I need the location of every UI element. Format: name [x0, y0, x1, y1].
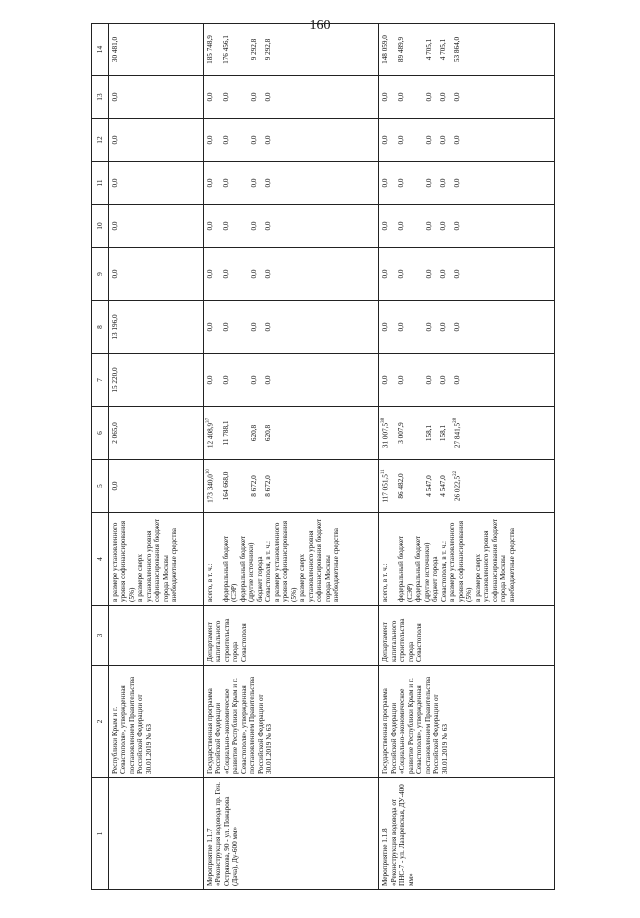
- measure-1-1-7-col-14: [203, 24, 379, 76]
- block-top-sources: [109, 513, 204, 606]
- cell-value: 148 059,0: [381, 35, 390, 64]
- measure-1-1-8-col-5: [379, 460, 555, 513]
- cell-value: 620,8: [263, 424, 272, 442]
- footnote-marker: 37: [205, 417, 211, 423]
- footnote-marker: 38: [381, 417, 387, 423]
- cell-value: 0,0: [439, 178, 448, 188]
- cell-value: 0,0: [453, 135, 462, 145]
- cell-value: 0,0: [381, 178, 390, 188]
- cell-value: 0,0: [453, 375, 462, 385]
- cell-value: 0,0: [425, 322, 434, 332]
- measure-1-1-7-col-6: [203, 407, 379, 460]
- cell-value: 53 864,0: [453, 36, 462, 63]
- block-top-col-7: [109, 354, 204, 407]
- measure-1-1-8-col-11: [379, 162, 555, 205]
- cell-value: 0,0: [453, 92, 462, 102]
- column-header-13: 13: [92, 76, 109, 119]
- measure-1-1-7-dept: Департамент капитального строительства города Севастополя: [203, 606, 379, 666]
- column-header-7: 7: [92, 354, 109, 407]
- cell-value: 0,0: [111, 92, 119, 102]
- measure-1-1-8-program: Государственная программа Российской Федерации «Социально-экономическое развитие Республики Крым и г. Севастополя», утвержденная постановлением Правительства Российской Федерации от 30.01.2019 № 63: [379, 666, 555, 778]
- cell-value: 0,0: [425, 221, 434, 231]
- cell-value: 0,0: [439, 135, 448, 145]
- cell-value: 164 668,0: [221, 471, 230, 501]
- block-top-col-9: [109, 248, 204, 301]
- cell-value: 0,0: [263, 92, 272, 102]
- block-top-name: [109, 778, 204, 890]
- cell-value: 0,0: [397, 135, 406, 145]
- cell-value: 0,0: [439, 375, 448, 385]
- funding-source-label: в размере установленного уровня софинансирования (5%): [448, 520, 474, 602]
- cell-value: 15 220,0: [111, 367, 119, 393]
- cell-value: 0,0: [205, 322, 214, 332]
- measure-1-1-7-col-5: [203, 460, 379, 513]
- cell-value: 0,0: [425, 375, 434, 385]
- cell-value: 2 065,0: [111, 422, 119, 444]
- cell-value: 0,0: [111, 481, 119, 491]
- funding-source-label: в размере сверх установленного уровня софинансирования бюджет города Москвы: [298, 518, 332, 602]
- funding-source-label: в размере установленного уровня софинансирования (5%): [272, 520, 298, 602]
- measure-1-1-7-name: Мероприятие 1.1.7 «Реконструкция водовода пр. Ген. Острякова, 90 - ул. Пожарова (Дача), Ду-600 мм»: [203, 778, 379, 890]
- cell-value: 0,0: [111, 135, 119, 145]
- cell-value: 86 482,0: [397, 473, 406, 499]
- column-header-3: 3: [92, 606, 109, 666]
- footnote-marker: 22: [453, 470, 459, 476]
- cell-value: 0,0: [263, 135, 272, 145]
- column-header-14: 14: [92, 24, 109, 76]
- footnote-marker: 10: [205, 469, 211, 475]
- cell-value: 0,0: [205, 221, 214, 231]
- cell-value: 0,0: [425, 269, 434, 279]
- column-header-8: 8: [92, 301, 109, 354]
- cell-value: 0,0: [397, 221, 406, 231]
- cell-value: 9 292,8: [263, 38, 272, 61]
- measure-1-1-8-row: [379, 24, 555, 890]
- cell-value: 8 672,0: [263, 475, 272, 497]
- cell-value: 0,0: [205, 269, 214, 279]
- cell-value: 30 481,0: [111, 36, 119, 63]
- cell-value: 0,0: [249, 322, 258, 332]
- cell-value: 0,0: [221, 375, 230, 385]
- measure-1-1-8-col-8: [379, 301, 555, 354]
- page-number: 160: [309, 18, 331, 33]
- measure-1-1-8-col-7: [379, 354, 555, 407]
- cell-value: 0,0: [439, 92, 448, 102]
- block-top-dept: [109, 606, 204, 666]
- cell-value: 0,0: [249, 269, 258, 279]
- cell-value: 0,0: [263, 221, 272, 231]
- measure-1-1-8-col-14: [379, 24, 555, 76]
- cell-value: 0,0: [263, 269, 272, 279]
- funding-source-label: внебюджетные средства: [332, 528, 341, 602]
- column-header-6: 6: [92, 407, 109, 460]
- measure-1-1-7-col-7: [203, 354, 379, 407]
- measure-1-1-8-col-12: [379, 119, 555, 162]
- cell-value: 0,0: [111, 178, 119, 188]
- cell-value: 0,0: [425, 92, 434, 102]
- funding-source-label: бюджет города Севастополя, в т. ч.:: [431, 540, 448, 602]
- measure-1-1-7-sources: [203, 513, 379, 606]
- cell-value: 0,0: [381, 322, 390, 332]
- cell-value: 0,0: [249, 178, 258, 188]
- cell-value: 4 547,0: [439, 475, 448, 497]
- cell-value: 0,0: [205, 135, 214, 145]
- cell-value: 0,0: [397, 322, 406, 332]
- cell-value: 0,0: [221, 178, 230, 188]
- cell-value: 0,0: [221, 221, 230, 231]
- cell-value: 0,0: [381, 221, 390, 231]
- funding-source-label: в размере сверх установленного уровня софинансирования бюджет города Москвы: [136, 518, 170, 602]
- cell-value: 9 292,8: [249, 38, 258, 61]
- block-top-program: Республики Крым и г. Севастополя», утвержденная постановлением Правительства Российской Федерации от 30.01.2019 № 63: [109, 666, 204, 778]
- block-top-col-14: [109, 24, 204, 76]
- cell-value: 0,0: [205, 375, 214, 385]
- measure-1-1-8-name: Мероприятие 1.1.8 «Реконструкция водовода от ПНС-7 - ул. Лазаревская, ДУ-400 мм»: [379, 778, 555, 890]
- header-row: [92, 24, 109, 890]
- measure-1-1-8-col-9: [379, 248, 555, 301]
- cell-value: 176 456,1: [221, 35, 230, 64]
- cell-value: 3 007,9: [397, 422, 406, 444]
- cell-value: 0,0: [205, 178, 214, 188]
- cell-value: 4 547,0: [425, 475, 434, 497]
- cell-value: 0,0: [397, 92, 406, 102]
- block-top-col-10: [109, 205, 204, 248]
- cell-value: 0,0: [249, 92, 258, 102]
- block-top-col-12: [109, 119, 204, 162]
- block-top-col-11: [109, 162, 204, 205]
- cell-value: 117 051,5: [381, 474, 390, 503]
- cell-value: 0,0: [205, 92, 214, 102]
- block-top-row: [109, 24, 204, 890]
- cell-value: 0,0: [453, 322, 462, 332]
- column-header-2: 2: [92, 666, 109, 778]
- funding-source-label: бюджет города Севастополя, в т. ч.:: [255, 540, 273, 602]
- cell-value: 31 007,5: [381, 422, 390, 449]
- cell-value: 0,0: [263, 375, 272, 385]
- cell-value: 0,0: [249, 375, 258, 385]
- funding-source-label: в размере установленного уровня софинансирования (5%): [111, 520, 136, 602]
- cell-value: 158,1: [439, 424, 448, 442]
- cell-value: 620,8: [249, 424, 258, 442]
- cell-value: 0,0: [249, 221, 258, 231]
- cell-value: 12 408,9: [206, 422, 215, 449]
- cell-value: 0,0: [263, 178, 272, 188]
- measure-1-1-7-program: Государственная программа Российской Федерации «Социально-экономическое развитие Республики Крым и г. Севастополя», утвержденная постановлением Правительства Российской Федерации от 30.01.2019 № 63: [203, 666, 379, 778]
- funding-source-label: в размере сверх установленного уровня софинансирования бюджет города Москвы: [473, 518, 508, 602]
- cell-value: 27 841,5: [453, 422, 462, 449]
- cell-value: 13 196,0: [111, 314, 119, 340]
- block-top-col-13: [109, 76, 204, 119]
- measure-1-1-7-col-13: [203, 76, 379, 119]
- column-header-11: 11: [92, 162, 109, 205]
- cell-value: 185 748,9: [205, 35, 214, 64]
- cell-value: 0,0: [397, 178, 406, 188]
- cell-value: 0,0: [263, 322, 272, 332]
- cell-value: 0,0: [249, 135, 258, 145]
- cell-value: 26 022,5: [453, 475, 462, 502]
- cell-value: 0,0: [381, 375, 390, 385]
- block-top-col-6: [109, 407, 204, 460]
- column-header-9: 9: [92, 248, 109, 301]
- column-header-10: 10: [92, 205, 109, 248]
- funding-source-label: федеральный бюджет (другие источники): [414, 535, 431, 602]
- cell-value: 11 788,1: [221, 420, 230, 446]
- measure-1-1-7-col-10: [203, 205, 379, 248]
- cell-value: 0,0: [381, 269, 390, 279]
- cell-value: 0,0: [221, 135, 230, 145]
- cell-value: 8 672,0: [249, 475, 258, 497]
- cell-value: 158,1: [425, 424, 434, 442]
- block-top-col-5: [109, 460, 204, 513]
- cell-value: 0,0: [397, 269, 406, 279]
- cell-value: 0,0: [221, 269, 230, 279]
- measure-1-1-7-col-9: [203, 248, 379, 301]
- measure-1-1-8-col-10: [379, 205, 555, 248]
- measure-1-1-8-col-13: [379, 76, 555, 119]
- rotated-table-wrapper: [91, 35, 555, 890]
- cell-value: 0,0: [425, 178, 434, 188]
- column-header-1: 1: [92, 778, 109, 890]
- column-header-5: 5: [92, 460, 109, 513]
- measure-1-1-7-row: [203, 24, 379, 890]
- cell-value: 0,0: [111, 269, 119, 279]
- cell-value: 0,0: [381, 135, 390, 145]
- funding-source-label: федеральный бюджет (СЭР): [221, 535, 239, 602]
- cell-value: 0,0: [453, 178, 462, 188]
- cell-value: 0,0: [453, 221, 462, 231]
- cell-value: 0,0: [425, 135, 434, 145]
- cell-value: 0,0: [381, 92, 390, 102]
- measure-1-1-7-col-12: [203, 119, 379, 162]
- cell-value: 0,0: [221, 92, 230, 102]
- funding-source-label: внебюджетные средства: [507, 528, 516, 602]
- funding-source-label: всего, в т. ч.:: [381, 563, 390, 602]
- column-header-12: 12: [92, 119, 109, 162]
- cell-value: 0,0: [111, 221, 119, 231]
- funding-source-label: внебюджетные средства: [170, 528, 179, 602]
- funding-source-label: всего, в т. ч.:: [205, 563, 214, 602]
- cell-value: 89 489,9: [397, 36, 406, 63]
- cell-value: 173 340,0: [206, 474, 215, 503]
- cell-value: 0,0: [439, 269, 448, 279]
- measure-1-1-8-sources: [379, 513, 555, 606]
- cell-value: 4 705,1: [439, 38, 448, 61]
- cell-value: 0,0: [397, 375, 406, 385]
- column-header-4: 4: [92, 513, 109, 606]
- cell-value: 4 705,1: [425, 38, 434, 61]
- measure-1-1-7-col-8: [203, 301, 379, 354]
- measure-1-1-8-col-6: [379, 407, 555, 460]
- footnote-marker: 11: [381, 469, 387, 475]
- block-top-col-8: [109, 301, 204, 354]
- budget-table: [91, 23, 555, 890]
- cell-value: 0,0: [439, 221, 448, 231]
- funding-source-label: федеральный бюджет (СЭР): [397, 535, 414, 602]
- funding-source-label: федеральный бюджет (другие источники): [238, 535, 256, 602]
- measure-1-1-8-dept: Департамент капитального строительства города Севастополя: [379, 606, 555, 666]
- cell-value: 0,0: [439, 322, 448, 332]
- footnote-marker: 28: [453, 417, 459, 423]
- cell-value: 0,0: [221, 322, 230, 332]
- table-body: [92, 24, 555, 890]
- measure-1-1-7-col-11: [203, 162, 379, 205]
- cell-value: 0,0: [453, 269, 462, 279]
